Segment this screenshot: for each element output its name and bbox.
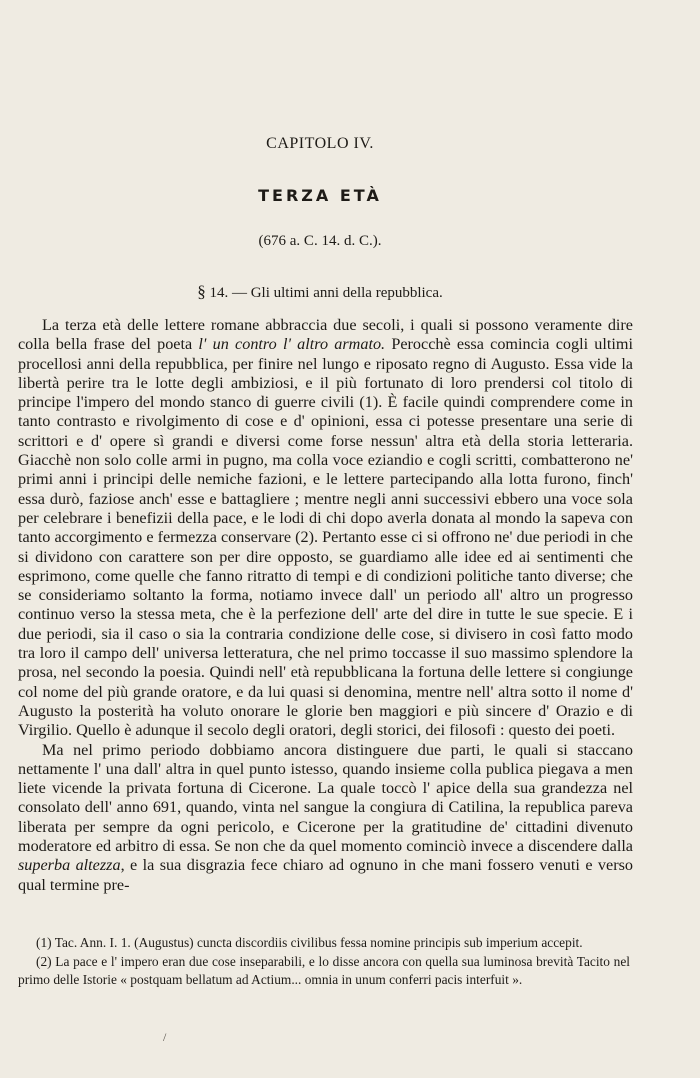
paragraph [18, 316, 633, 741]
paragraph-quote: superba altezza [18, 856, 121, 875]
footnote: (2) La pace e l' impero eran due cose inseparabili, e lo disse ancora con quella sua luminosa brevità Tacito nel primo delle Istorie « postquam bellatum ad Actium... omnia in unum conferri pacis interfuit ». [18, 954, 630, 987]
paragraph-text: La terza età delle lettere romane abbraccia due secoli, i quali si possono veramente dire colla bella frase del poeta [18, 316, 633, 354]
paragraph [18, 741, 633, 895]
footnote: (1) Tac. Ann. I. 1. (Augustus) cuncta discordiis civilibus fessa nomine principis sub imperium accepit. [36, 935, 583, 950]
paragraph-text: Ma nel primo periodo dobbiamo ancora distinguere due parti, le quali si staccano nettamente l' una dall' altra in quel punto istesso, quando insieme colla publica piegava a men liete vicende la privata fortuna di Cicerone. La quale toccò l' apice della sua grandezza nel consolato dell' anno 691, quando, vinta nel sangue la congiura di Catilina, la republica pareva liberata per sempre da ogni pericolo, e Cicerone per la gratitudine de' cittadini divenuto moderatore ed arbitro di essa. Se non che da quel momento cominciò invece a discendere dalla [18, 740, 633, 856]
date-range: (676 a. C. 14. d. C.). [258, 233, 382, 249]
paragraph-text: Perocchè essa comincia cogli ultimi procellosi anni della repubblica, per finire nel lungo e riposato regno di Augusto. Essa vide la libertà perire tra le lotte degli ambiziosi, e il più fortunato di loro prendersi col titolo di principe l'impero del mondo stanco di guerre civili (1). È facile quindi comprendere come in tanto contrasto e rivolgimento di cose e d' opinioni, essa ci potesse presentare una serie di scrittori e d' opere sì grandi e diversi come forse nessun' altra età della storia letteraria. Giacchè non solo colle armi in pugno, ma colla voce eziandio e cogli scritti, combatterono ne' primi anni i principi delle nemiche fazioni, e le lettere partecipando alla lotta furono, finch' essa durò, faziose anch' esse e battagliere ; mentre negli anni successivi ebbero una voce sola per celebrare i benefizii della pace, e le lodi di chi dopo averla donata al mondo la sapeva con tanto accorgimento e fermezza conservare (2). Pertanto esse ci si offrono ne' due periodi in che si dividono con carattere son per dire opposto, se guardiamo alle idee ed ai sentimenti che esprimono, come quelle che fanno ritratto di tempi e di condizioni politiche tanto diverse; che se consideriamo soltanto la forma, notiamo invece dall' un periodo all' altro un progresso continuo verso la stessa meta, che è la perfezione dell' arte del dire in tutte le sue specie. E i due periodi, sia il caso o sia la contraria condizione delle cose, si divisero in così fatto modo tra loro il campo dell' universa letteratura, che nel primo toccasse il suo massimo splendore la prosa, nel secondo la poesia. Quindi nell' età repubblicana la fortuna delle lettere si congiunge col nome del più grande oratore, e da lui quasi si denomina, mentre nell' altra sotto il nome d' Augusto la posterità ha voluto onorare le glorie ben maggiori e più sincere d' Orazio e di Virgilio. Quello è adunque il secolo degli oratori, degli storici, dei filosofi : questo dei poeti. [18, 335, 633, 740]
footnotes [18, 934, 630, 990]
era-title: TERZA ETÀ [258, 186, 382, 205]
section-heading [0, 282, 640, 302]
stray-mark: / [163, 1030, 167, 1044]
paragraph-text: , e la sua disgrazia fece chiaro ad ognuno in che mani fossero venuti e verso qual termine pre- [18, 856, 633, 894]
paragraph-quote: l' un contro l' altro armato. [198, 335, 386, 354]
section-symbol: § [197, 282, 206, 301]
section-heading-text: 14. — Gli ultimi anni della repubblica. [209, 285, 443, 301]
body-text [18, 316, 633, 895]
chapter-title: CAPITOLO IV. [266, 135, 374, 152]
